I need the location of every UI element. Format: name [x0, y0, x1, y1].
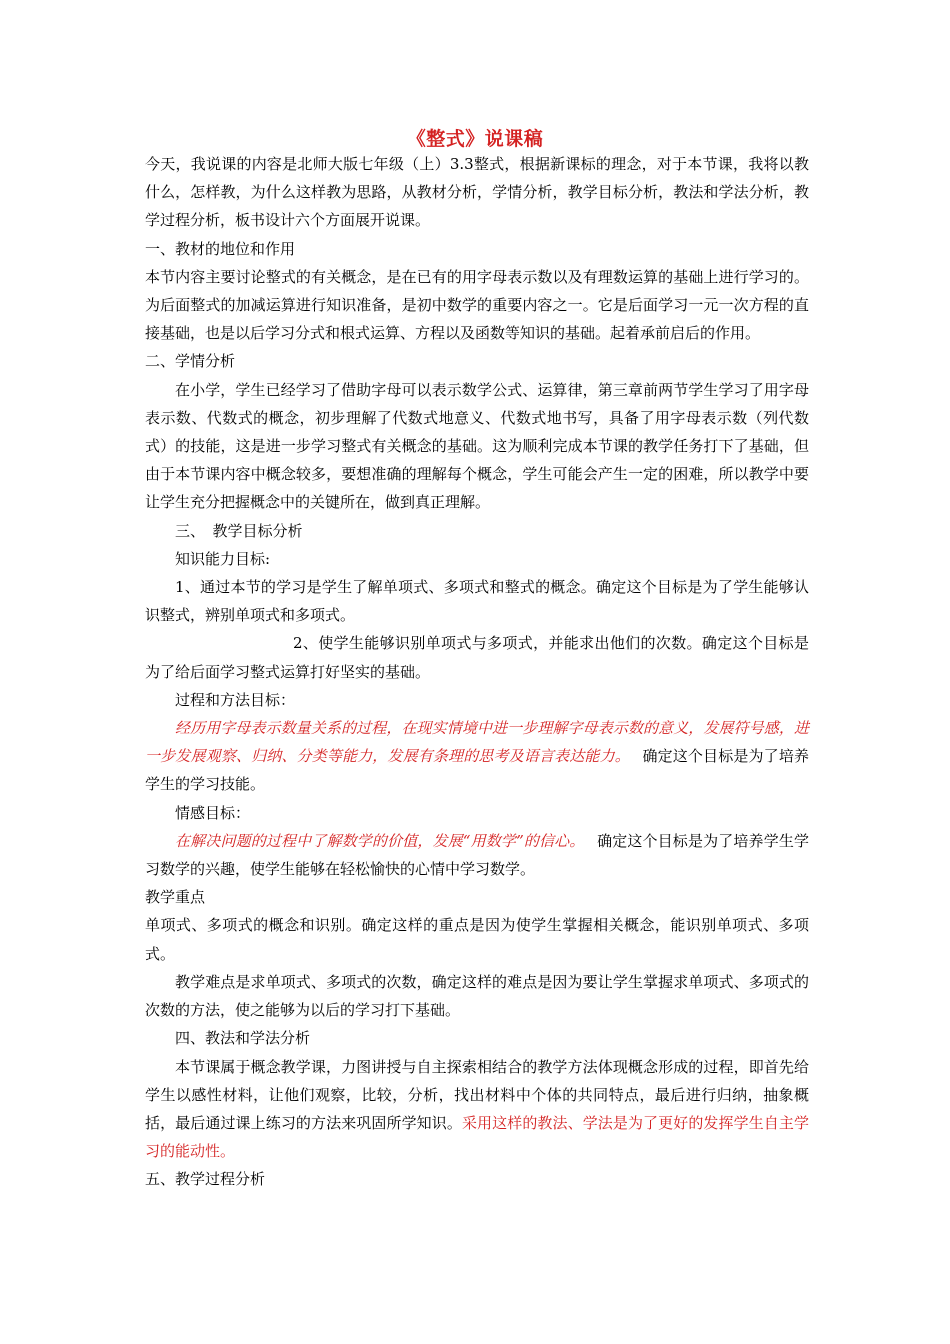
intro-paragraph: 今天，我说课的内容是北师大版七年级（上）3.3整式，根据新课标的理念，对于本节课，我将以教什么，怎样教，为什么这样教为思路，从教材分析，学情分析，教学目标分析，教法和学法分析，教学过程分析，板书设计六个方面展开说课。 — [145, 155, 809, 230]
section-heading-1: 一、教材的地位和作用 — [145, 239, 296, 258]
subheading-key-point: 教学重点 — [145, 888, 206, 907]
process-goal-paragraph — [145, 714, 809, 799]
section-heading-2: 二、学情分析 — [145, 352, 236, 371]
emotion-goal-reason: 确定这个目标是为了培养学生学习数学的兴趣，使学生能够在轻松愉快的心情中学习数学。 — [145, 831, 809, 879]
process-goal-reason: 确定这个目标是为了培养学生的学习技能。 — [145, 747, 809, 794]
process-goal-highlight: 经历用字母表示数量关系的过程，在现实情境中进一步理解字母表示数的意义，发展符号感，进一步发展观察、归纳、分类等能力，发展有条理的思考及语言表达能力。 — [145, 719, 809, 766]
subheading-knowledge-goal: 知识能力目标: — [175, 549, 271, 568]
section-4-text: 本节课属于概念教学课，力图讲授与自主探索相结合的教学方法体现概念形成的过程，即首先给学生以感性材料，让他们观察，比较，分析，找出材料中个体的共同特点，最后进行归纳，抽象概括，最后通过课上练习的方法来巩固所学知识。 — [145, 1057, 809, 1132]
subheading-emotion-goal: 情感目标： — [175, 803, 251, 822]
knowledge-goal-2: 2、使学生能够识别单项式与多项式，并能求出他们的次数。确定这个目标是为了给后面学习整式运算打好坚实的基础。 — [145, 634, 809, 681]
section-2-paragraph: 在小学，学生已经学习了借助字母可以表示数学公式、运算律，第三章前两节学生学习了用字母表示数、代数式的概念，初步理解了代数式地意义、代数式地书写，具备了用字母表示数（列代数式）的技能，这是进一步学习整式有关概念的基础。这为顺利完成本节课的教学任务打下了基础，但由于本节课内容中概念较多，要想准确的理解每个概念，学生可能会产生一定的困难，所以教学中要让学生充分把握概念中的关键所在，做到真正理解。 — [145, 380, 809, 512]
section-4-highlight: 采用这样的教法、学法是为了更好的发挥学生自主学习的能动性。 — [145, 1113, 809, 1161]
emotion-goal-paragraph — [145, 827, 809, 883]
section-heading-4: 四、教法和学法分析 — [175, 1029, 311, 1048]
knowledge-goal-1: 1、通过本节的学习是学生了解单项式、多项式和整式的概念。确定这个目标是为了学生能够认识整式，辨别单项式和多项式。 — [145, 578, 809, 625]
section-heading-5: 五、教学过程分析 — [145, 1170, 266, 1189]
section-1-paragraph: 本节内容主要讨论整式的有关概念，是在已有的用字母表示数以及有理数运算的基础上进行学习的。为后面整式的加减运算进行知识准备，是初中数学的重要内容之一。它是后面学习一元一次方程的直接基础，也是以后学习分式和根式运算、方程以及函数等知识的基础。起着承前启后的作用。 — [145, 267, 809, 343]
section-heading-3: 三、 教学目标分析 — [175, 521, 303, 540]
document-body — [145, 150, 809, 1194]
emotion-goal-highlight: 在解决问题的过程中了解数学的价值，发展“用数学”的信心。 — [175, 831, 577, 850]
subheading-process-goal: 过程和方法目标： — [175, 690, 296, 709]
section-4-paragraph — [145, 1053, 809, 1166]
key-point-paragraph: 单项式、多项式的概念和识别。确定这样的重点是因为使学生掌握相关概念，能识别单项式、多项式。 — [145, 916, 809, 963]
document-title: 《整式》说课稿 — [406, 128, 544, 150]
difficulty-paragraph: 教学难点是求单项式、多项式的次数，确定这样的难点是因为要让学生掌握求单项式、多项式的次数的方法，使之能够为以后的学习打下基础。 — [145, 972, 809, 1020]
